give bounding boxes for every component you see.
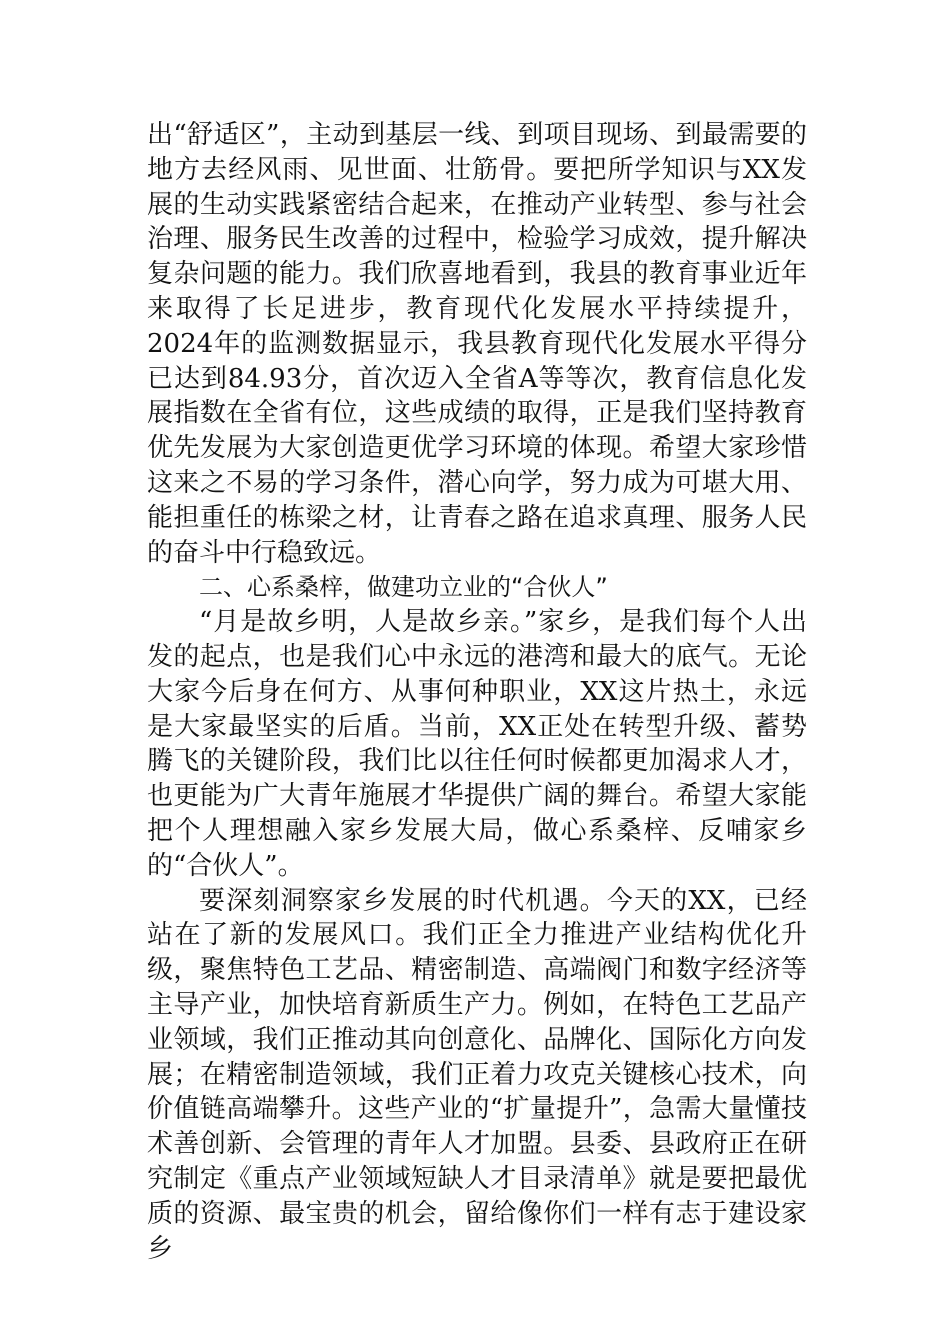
paragraph-opportunities: 要深刻洞察家乡发展的时代机遇。今天的XX，已经站在了新的发展风口。我们正全力推进产业结构优化升级，聚焦特色工艺品、精密制造、高端阀门和数字经济等主导产业，加快培育新质生产力。例如，在特色工艺品产业领域，我们正推动其向创意化、品牌化、国际化方向发展；在精密制造领域，我们正着力攻克关键核心技术，向价值链高端攀升。这些产业的“扩量提升”，急需大量懂技术善创新、会管理的青年人才加盟。县委、县政府正在研究制定《重点产业领域短缺人才目录清单》就是要把最优质的资源、最宝贵的机会，留给像你们一样有志于建设家乡 [147,885,807,1264]
paragraph-continuation: 出“舒适区”，主动到基层一线、到项目现场、到最需要的地方去经风雨、见世面、壮筋骨。要把所学知识与XX发展的生动实践紧密结合起来，在推动产业转型、参与社会治理、服务民生改善的过程中，检验学习成效，提升解决复杂问题的能力。我们欣喜地看到，我县的教育事业近年来取得了长足进步，教育现代化发展水平持续提升，2024年的监测数据显示，我县教育现代化发展水平得分已达到84.93分，首次迈入全省A等等次，教育信息化发展指数在全省有位，这些成绩的取得，正是我们坚持教育优先发展为大家创造更优学习环境的体现。希望大家珍惜这来之不易的学习条件，潜心向学，努力成为可堪大用、能担重任的栋梁之材，让青春之路在追求真理、服务人民的奋斗中行稳致远。 [147,120,807,568]
document-body [147,118,807,1266]
section-heading: 二、心系桑梓，做建功立业的“合伙人” [199,573,608,602]
paragraph-hometown: “月是故乡明，人是故乡亲。”家乡，是我们每个人出发的起点，也是我们心中永远的港湾和最大的底气。无论大家今后身在何方、从事何种职业，XX这片热土，永远是大家最坚实的后盾。当前，XX正处在转型升级、蓄势腾飞的关键阶段，我们比以往任何时候都更加渴求人才，也更能为广大青年施展才华提供广阔的舞台。希望大家能把个人理想融入家乡发展大局，做心系桑梓、反哺家乡的“合伙人”。 [147,607,807,881]
